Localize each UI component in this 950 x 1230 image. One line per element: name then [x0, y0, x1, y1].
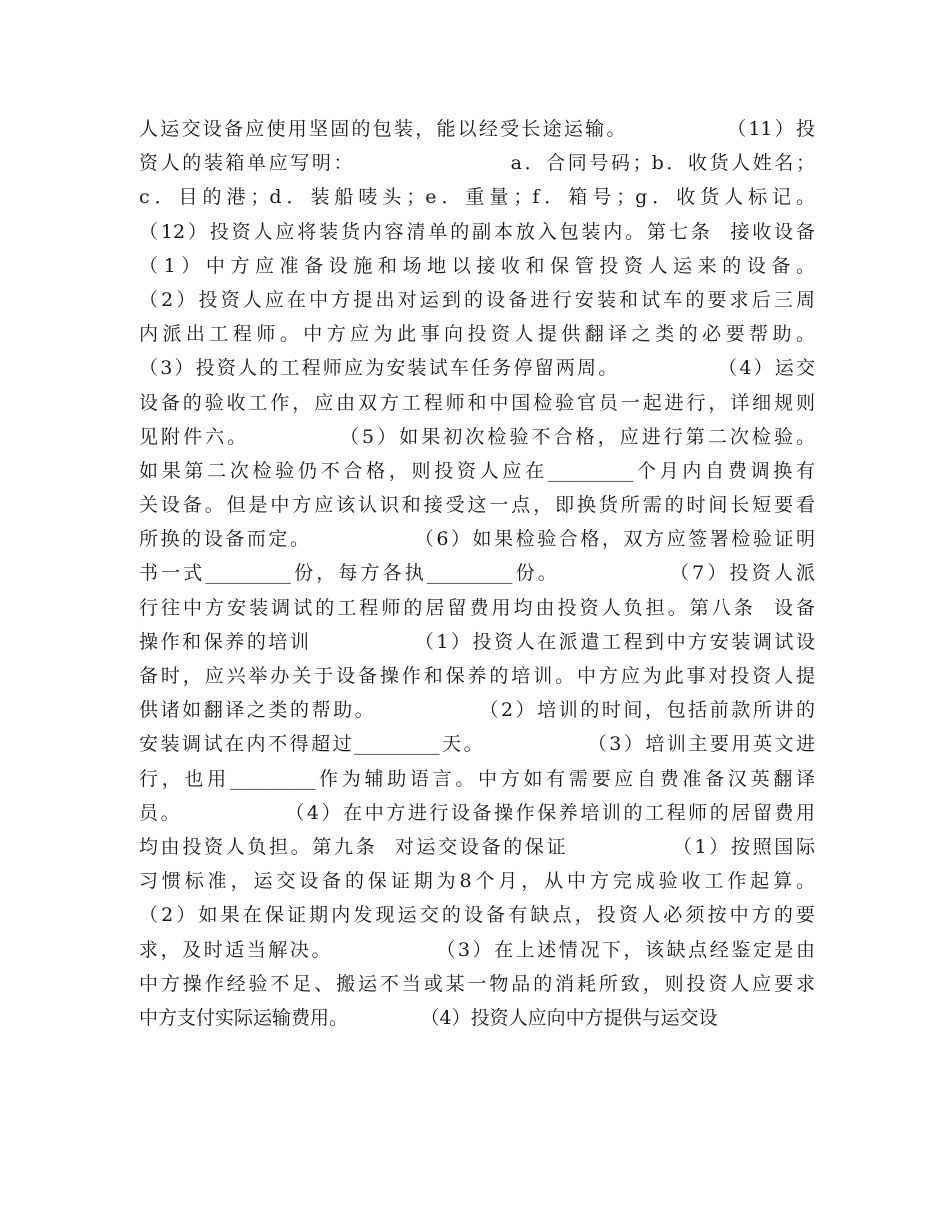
text-line: （2）如果在保证期内发现运交的设备有缺点，投资人必须按中方的要 — [139, 904, 815, 927]
text-line: （12）投资人应将装货内容清单的副本放入包装内。第七条 接收设备 — [139, 220, 815, 243]
contract-body-text — [139, 112, 815, 1035]
text-line: 关设备。但是中方应该认识和接受这一点，即换货所需的时间长短要看 — [139, 494, 815, 517]
text-line: 资人的装箱单应写明： a．合同号码；b．收货人姓名； — [139, 152, 815, 175]
text-line: 操作和保养的培训 （1）投资人在派遣工程到中方安装调试设 — [139, 630, 815, 653]
text-line: 内派出工程师。中方应为此事向投资人提供翻译之类的必要帮助。 — [139, 323, 815, 346]
text-line: 设备的验收工作，应由双方工程师和中国检验官员一起进行，详细规则 — [139, 391, 815, 414]
text-line: 见附件六。 （5）如果初次检验不合格，应进行第二次检验。 — [139, 425, 815, 448]
text-line: 备时，应兴举办关于设备操作和保养的培训。中方应为此事对投资人提 — [139, 665, 815, 687]
text-line: 如果第二次检验仍不合格，则投资人应在_________个月内自费调换有 — [139, 459, 815, 482]
text-line: 供诸如翻译之类的帮助。 （2）培训的时间，包括前款所讲的 — [139, 699, 815, 722]
text-line: 行往中方安装调试的工程师的居留费用均由投资人负担。第八条 设备 — [139, 596, 815, 619]
text-line: 所换的设备而定。 （6）如果检验合格，双方应签署检验证明 — [139, 528, 815, 551]
text-line: 书一式_________份，每方各执_________份。 （7）投资人派 — [139, 562, 815, 585]
text-line: （1）中方应准备设施和场地以接收和保管投资人运来的设备。 — [139, 254, 815, 277]
text-line: c．目的港；d．装船唛头；e．重量；f．箱号；g．收货人标记。 — [139, 186, 815, 209]
text-line: 习惯标准，运交设备的保证期为8个月，从中方完成验收工作起算。 — [139, 870, 815, 893]
text-line: （3）投资人的工程师应为安装试车任务停留两周。 （4）运交 — [139, 357, 815, 380]
text-line: 安装调试在内不得超过_________天。 （3）培训主要用英文进 — [139, 733, 815, 756]
text-line: 行，也用_________作为辅助语言。中方如有需要应自费准备汉英翻译 — [139, 767, 815, 790]
text-line: 中方支付实际运输费用。 （4）投资人应向中方提供与运交设 — [139, 1006, 718, 1029]
text-line: 人运交设备应使用坚固的包装，能以经受长途运输。 （11）投 — [139, 118, 815, 140]
text-line: 中方操作经验不足、搬运不当或某一物品的消耗所致，则投资人应要求 — [139, 972, 815, 995]
text-line: （2）投资人应在中方提出对运到的设备进行安装和试车的要求后三周 — [139, 288, 815, 311]
text-line: 员。 （4）在中方进行设备操作保养培训的工程师的居留费用 — [139, 801, 815, 824]
text-line: 求，及时适当解决。 （3）在上述情况下，该缺点经鉴定是由 — [139, 938, 815, 961]
text-line: 均由投资人负担。第九条 对运交设备的保证 （1）按照国际 — [139, 835, 815, 858]
